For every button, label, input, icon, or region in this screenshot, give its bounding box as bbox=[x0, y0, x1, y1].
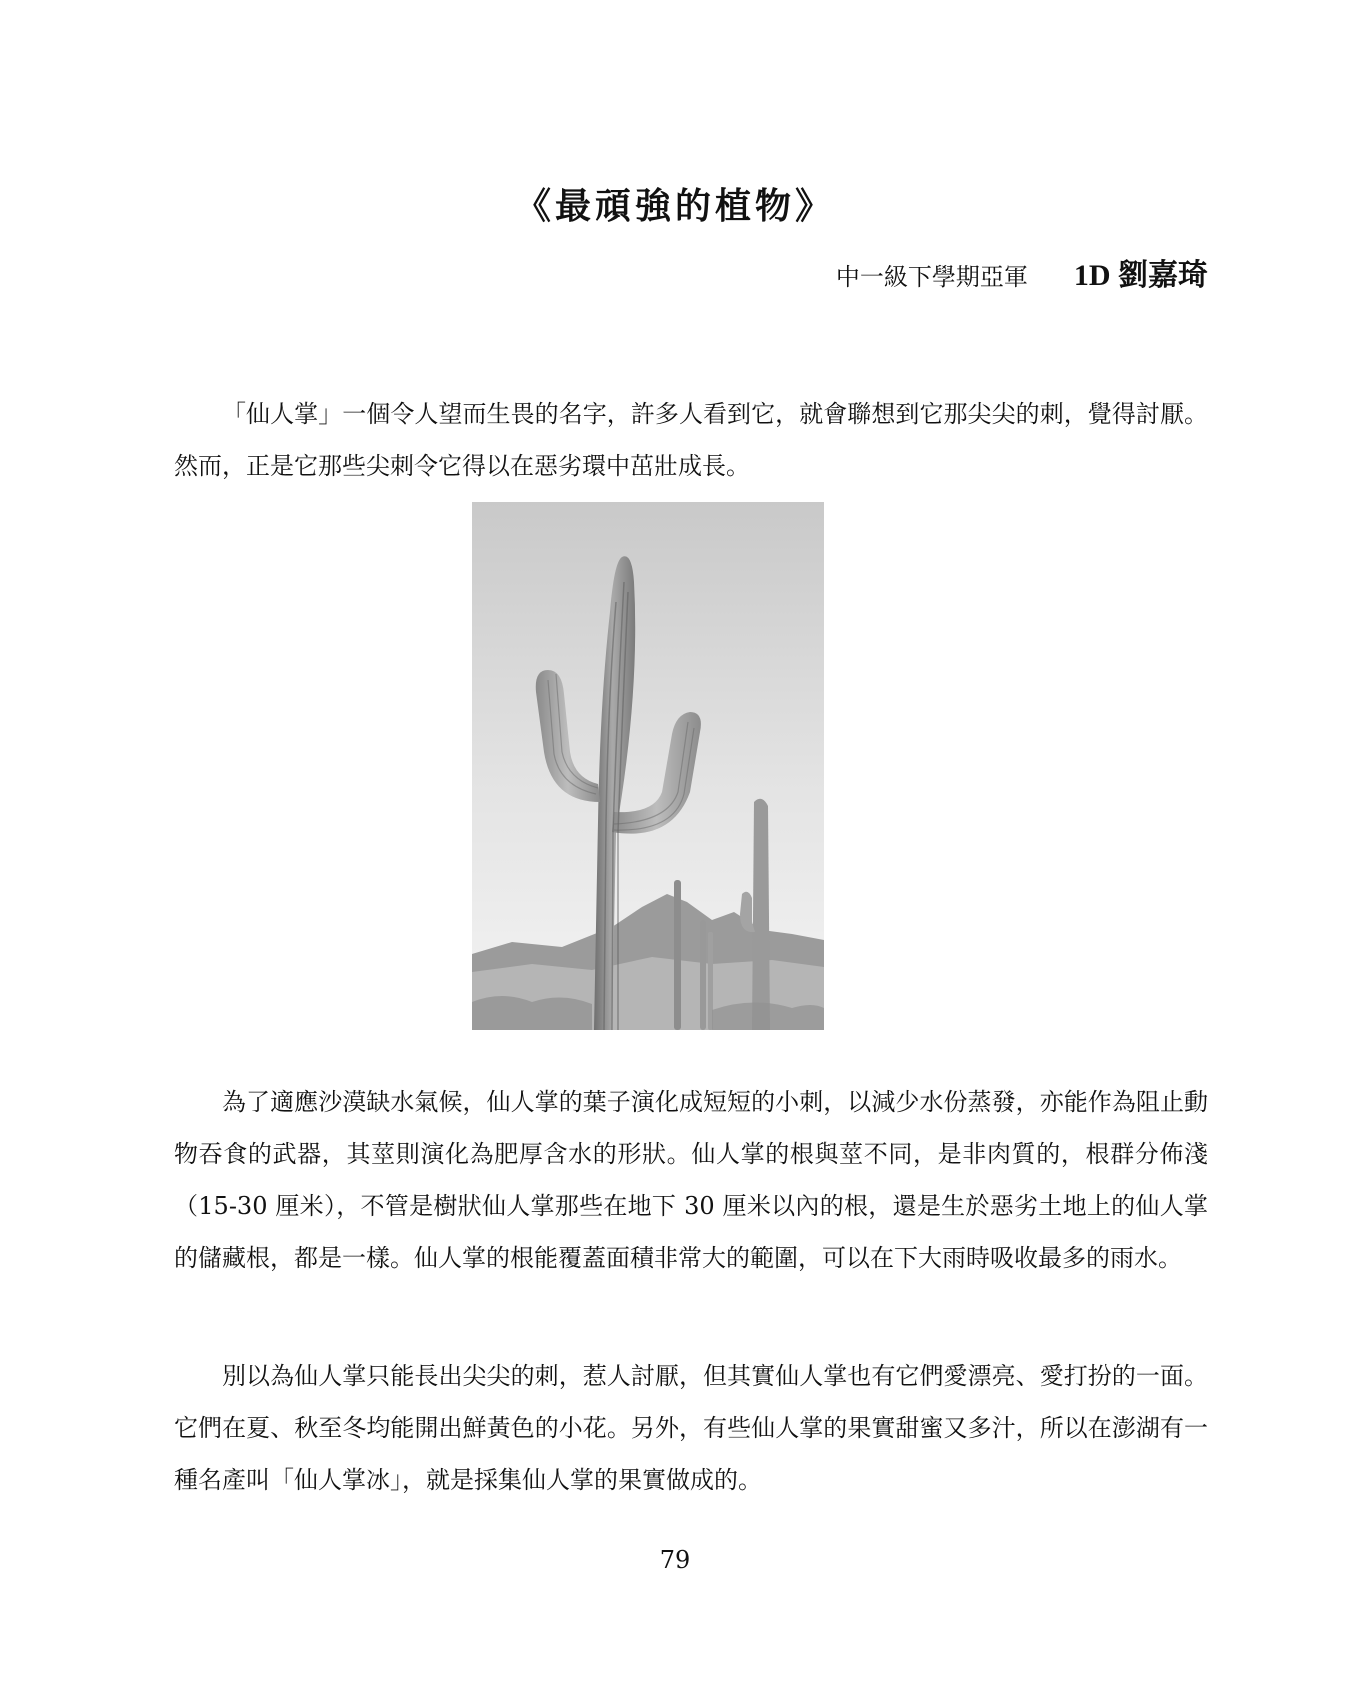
author-name: 1D 劉嘉琦 bbox=[1073, 259, 1208, 292]
page-number: 79 bbox=[659, 1546, 691, 1574]
page-title: 《最頑強的植物》 bbox=[514, 185, 835, 227]
saguaro-cactus-photo bbox=[472, 502, 824, 1030]
byline bbox=[836, 250, 1208, 294]
award-label: 中一級下學期亞軍 bbox=[835, 263, 1028, 291]
paragraph-1: 「仙人掌」一個令人望而生畏的名字，許多人看到它，就會聯想到它那尖尖的刺，覺得討厭。然而，正是它那些尖刺令它得以在惡劣環中茁壯成長。 bbox=[174, 400, 1208, 480]
paragraph-2: 為了適應沙漠缺水氣候，仙人掌的葉子演化成短短的小刺，以減少水份蒸發，亦能作為阻止動物吞食的武器，其莖則演化為肥厚含水的形狀。仙人掌的根與莖不同，是非肉質的，根群分佈淺（15-30 厘米），不管是樹狀仙人掌那些在地下 30 厘米以內的根，還是生於惡劣土地上的仙人掌的儲藏根，都是一樣。仙人掌的根能覆蓋面積非常大的範圍，可以在下大雨時吸收最多的雨水。 bbox=[174, 1088, 1208, 1272]
paragraph-3: 別以為仙人掌只能長出尖尖的刺，惹人討厭，但其實仙人掌也有它們愛漂亮、愛打扮的一面。它們在夏、秋至冬均能開出鮮黃色的小花。另外，有些仙人掌的果實甜蜜又多汁，所以在澎湖有一種名產叫「仙人掌冰」，就是採集仙人掌的果實做成的。 bbox=[174, 1362, 1208, 1494]
